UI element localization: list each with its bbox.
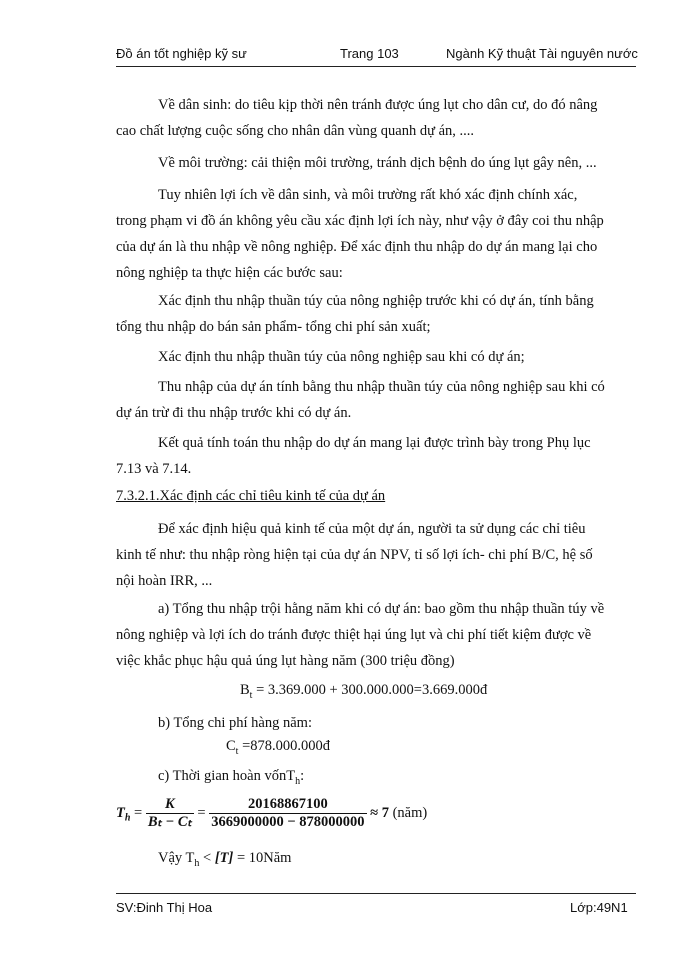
paragraph-line: nội hoàn IRR, ... — [116, 573, 213, 589]
paragraph-line: Xác định thu nhập thuần túy của nông nghiệp trước khi có dự án, tính bằng — [158, 293, 594, 309]
eq4-less-than: < — [199, 850, 215, 866]
eq3-unit: (năm) — [388, 804, 428, 821]
footer-student: SV:Đinh Thị Hoa — [116, 900, 213, 915]
eq3-equals-2: = — [193, 804, 210, 821]
paragraph-line: trong phạm vi đồ án không yêu cầu xác định lợi ích này, như vậy ở đây coi thu nhập — [116, 213, 604, 229]
eq4-allowed-T: [T] — [214, 850, 234, 866]
eq3-T: T — [116, 804, 125, 821]
eq2-rhs: =878.000.000đ — [238, 738, 331, 754]
paragraph-line: b) Tổng chi phí hàng năm: — [158, 715, 312, 731]
eq3-frac1-numerator: K — [146, 796, 194, 814]
eq3-fraction-symbolic — [146, 796, 194, 831]
equation-total-cost — [226, 738, 330, 757]
eq3-approx: ≈ 7 — [366, 804, 389, 821]
payback-label-subscript: h — [295, 775, 301, 787]
footer-rule — [116, 893, 636, 894]
payback-label-end: : — [300, 768, 305, 784]
equation-payback — [116, 796, 427, 831]
paragraph-line: của dự án là thu nhập về nông nghiệp. Để xác định thu nhập do dự án mang lại cho — [116, 239, 598, 255]
paragraph-line: cao chất lượng cuộc sống cho nhân dân vùng quanh dự án, .... — [116, 123, 475, 139]
paragraph-line: nông nghiệp ta thực hiện các bước sau: — [116, 265, 343, 281]
eq1-rhs: = 3.369.000 + 300.000.000=3.669.000đ — [252, 682, 488, 698]
paragraph-line: tổng thu nhập do bán sản phẩm- tổng chi phí sản xuất; — [116, 319, 431, 335]
paragraph-line: Về môi trường: cải thiện môi trường, tránh dịch bệnh do úng lụt gây nên, ... — [158, 155, 597, 171]
eq3-equals: = — [130, 804, 146, 821]
payback-label — [158, 768, 304, 787]
paragraph-line: 7.13 và 7.14. — [116, 461, 192, 477]
paragraph-line: việc khắc phục hậu quả úng lụt hàng năm (300 triệu đồng) — [116, 653, 455, 669]
paragraph-line: Thu nhập của dự án tính bằng thu nhập thuần túy của nông nghiệp sau khi có — [158, 379, 605, 395]
header-rule — [116, 66, 636, 67]
footer-class: Lớp:49N1 — [570, 900, 628, 915]
paragraph-line: Về dân sinh: do tiêu kịp thời nên tránh được úng lụt cho dân cư, do đó nâng — [158, 97, 598, 113]
payback-label-text: c) Thời gian hoàn vốnT — [158, 768, 296, 784]
paragraph-line: dự án trừ đi thu nhập trước khi có dự án. — [116, 405, 352, 421]
eq2-subscript: t — [235, 745, 239, 757]
eq3-T-subscript: h — [124, 812, 131, 824]
paragraph-line: a) Tổng thu nhập trội hằng năm khi có dự án: bao gồm thu nhập thuần túy về — [158, 601, 605, 617]
paragraph-line: Kết quả tính toán thu nhập do dự án mang lại được trình bày trong Phụ lục — [158, 435, 591, 451]
eq3-fraction-numeric — [209, 796, 366, 831]
paragraph-line: Xác định thu nhập thuần túy của nông nghiệp sau khi có dự án; — [158, 349, 525, 365]
paragraph-line: nông nghiệp và lợi ích do tránh được thiệt hại úng lụt và chi phí tiết kiệm được về — [116, 627, 592, 643]
header-page-number: Trang 103 — [340, 46, 399, 61]
eq1-lhs: B — [240, 682, 250, 698]
eq3-frac1-denominator: Bₜ − Cₜ — [147, 814, 192, 830]
paragraph-line: Để xác định hiệu quả kinh tế của một dự án, người ta sử dụng các chỉ tiêu — [158, 521, 586, 537]
section-heading: 7.3.2.1.Xác định các chỉ tiêu kinh tế của dự án — [116, 488, 386, 504]
eq3-frac2-numerator: 20168867100 — [209, 796, 366, 814]
eq4-prefix: Vậy T — [158, 850, 195, 866]
equation-conclusion — [158, 850, 291, 869]
eq3-frac2-denominator: 3669000000 − 878000000 — [211, 814, 365, 830]
eq1-subscript: t — [249, 689, 253, 701]
eq4-subscript: h — [194, 857, 200, 869]
header-left: Đồ án tốt nghiệp kỹ sư — [116, 46, 247, 61]
paragraph-line: Tuy nhiên lợi ích về dân sinh, và môi trường rất khó xác định chính xác, — [158, 187, 578, 203]
paragraph-line: kinh tế như: thu nhập ròng hiện tại của dự án NPV, tỉ số lợi ích- chi phí B/C, hệ số — [116, 547, 593, 563]
header-right: Ngành Kỹ thuật Tài nguyên nước — [446, 46, 638, 61]
equation-total-income — [240, 682, 487, 701]
eq4-suffix: = 10Năm — [233, 850, 292, 866]
eq2-lhs: C — [226, 738, 236, 754]
